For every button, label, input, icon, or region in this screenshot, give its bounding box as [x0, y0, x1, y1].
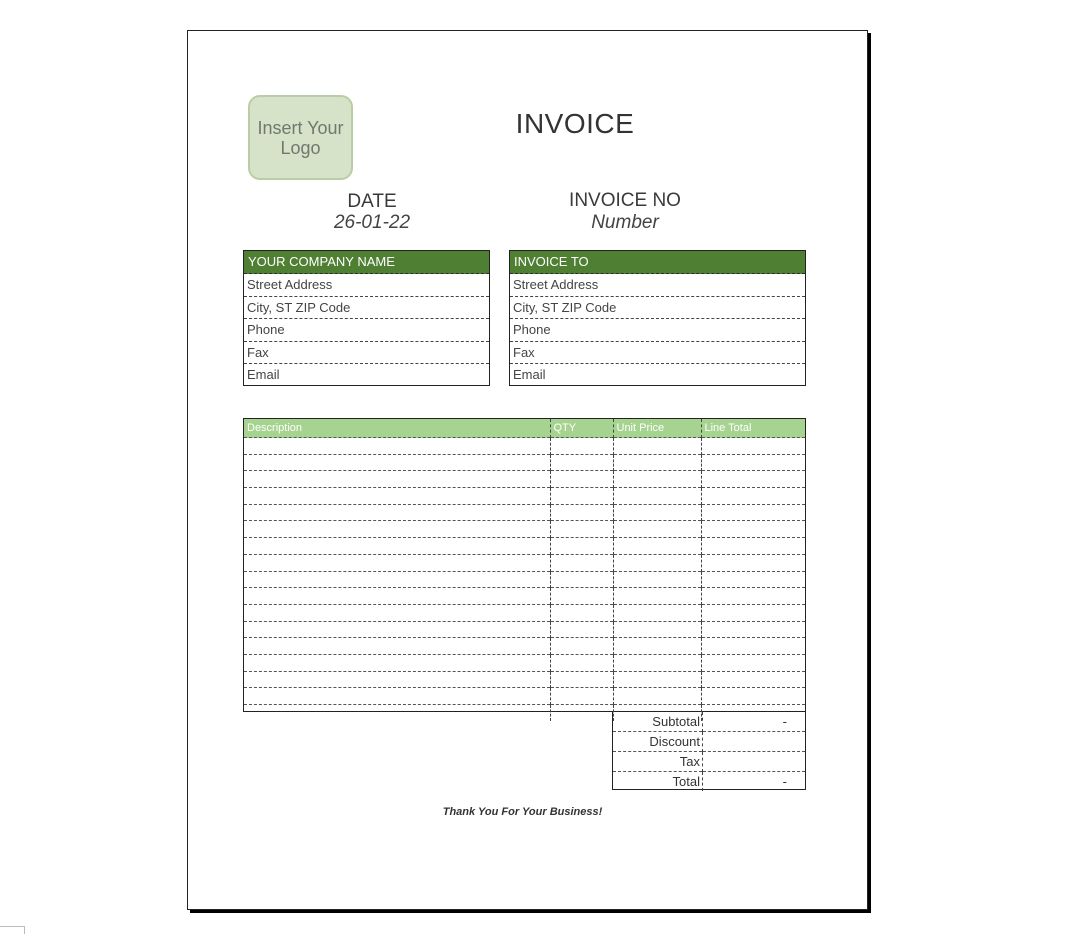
subtotal-value[interactable]: -: [782, 714, 787, 729]
unit-price-cell[interactable]: [613, 554, 701, 571]
description-cell[interactable]: [244, 504, 550, 521]
qty-cell[interactable]: [550, 504, 613, 521]
line-total-cell[interactable]: [701, 621, 805, 638]
company-fax[interactable]: Fax: [244, 342, 489, 365]
qty-cell[interactable]: [550, 554, 613, 571]
col-qty: QTY: [550, 419, 613, 438]
description-cell[interactable]: [244, 671, 550, 688]
tax-label: Tax: [613, 752, 703, 772]
table-row: [244, 654, 805, 671]
description-cell[interactable]: [244, 654, 550, 671]
table-row: [244, 488, 805, 505]
col-description: Description: [244, 419, 550, 438]
unit-price-cell[interactable]: [613, 604, 701, 621]
bill-to-fax[interactable]: Fax: [510, 342, 805, 365]
qty-cell[interactable]: [550, 638, 613, 655]
line-total-cell[interactable]: [701, 688, 805, 705]
qty-cell[interactable]: [550, 488, 613, 505]
col-unit-price: Unit Price: [613, 419, 701, 438]
table-row: [244, 454, 805, 471]
logo-placeholder[interactable]: Insert Your Logo: [248, 95, 353, 180]
unit-price-cell[interactable]: [613, 471, 701, 488]
description-cell[interactable]: [244, 638, 550, 655]
table-row: [244, 588, 805, 605]
description-cell[interactable]: [244, 705, 550, 721]
unit-price-cell[interactable]: [613, 621, 701, 638]
company-heading[interactable]: YOUR COMPANY NAME: [244, 251, 489, 274]
qty-cell[interactable]: [550, 671, 613, 688]
date-value[interactable]: 26-01-22: [333, 212, 411, 233]
description-cell[interactable]: [244, 538, 550, 555]
line-total-cell[interactable]: [701, 471, 805, 488]
qty-cell[interactable]: [550, 705, 613, 721]
invoice-no-label: INVOICE NO: [569, 190, 681, 211]
line-total-cell[interactable]: [701, 438, 805, 455]
description-cell[interactable]: [244, 621, 550, 638]
unit-price-cell[interactable]: [613, 521, 701, 538]
line-total-cell[interactable]: [701, 671, 805, 688]
description-cell[interactable]: [244, 604, 550, 621]
line-items-table: [243, 418, 806, 712]
tax-value[interactable]: [703, 752, 806, 772]
discount-value[interactable]: [703, 732, 806, 752]
line-total-cell[interactable]: [701, 571, 805, 588]
table-row: [244, 621, 805, 638]
line-total-cell[interactable]: [701, 638, 805, 655]
line-total-cell[interactable]: [701, 521, 805, 538]
line-total-cell[interactable]: [701, 488, 805, 505]
company-block: [243, 250, 490, 386]
unit-price-cell[interactable]: [613, 488, 701, 505]
line-total-cell[interactable]: [701, 454, 805, 471]
totals-block: [612, 712, 806, 790]
qty-cell[interactable]: [550, 621, 613, 638]
qty-cell[interactable]: [550, 521, 613, 538]
total-value[interactable]: -: [703, 772, 806, 792]
table-row: [244, 521, 805, 538]
line-total-cell[interactable]: [701, 654, 805, 671]
table-row: [244, 554, 805, 571]
qty-cell[interactable]: [550, 604, 613, 621]
unit-price-cell[interactable]: [613, 688, 701, 705]
unit-price-cell[interactable]: [613, 504, 701, 521]
qty-cell[interactable]: [550, 471, 613, 488]
qty-cell[interactable]: [550, 688, 613, 705]
description-cell[interactable]: [244, 571, 550, 588]
unit-price-cell[interactable]: [613, 571, 701, 588]
table-row: [244, 604, 805, 621]
company-email[interactable]: Email: [247, 367, 280, 383]
unit-price-cell[interactable]: [613, 538, 701, 555]
qty-cell[interactable]: [550, 538, 613, 555]
unit-price-cell[interactable]: [613, 654, 701, 671]
description-cell[interactable]: [244, 554, 550, 571]
line-total-cell[interactable]: [701, 604, 805, 621]
total-label: Total: [613, 772, 703, 792]
bill-to-email[interactable]: Email: [513, 367, 546, 383]
company-city[interactable]: City, ST ZIP Code: [244, 297, 489, 320]
qty-cell[interactable]: [550, 454, 613, 471]
company-street[interactable]: Street Address: [244, 274, 489, 297]
date-label: DATE: [347, 191, 397, 212]
invoice-title: INVOICE: [515, 108, 635, 139]
bill-to-street[interactable]: Street Address: [510, 274, 805, 297]
qty-cell[interactable]: [550, 654, 613, 671]
table-row: [244, 688, 805, 705]
subtotal-label: Subtotal: [613, 712, 703, 732]
table-row: [244, 538, 805, 555]
unit-price-cell[interactable]: [613, 638, 701, 655]
thank-you-note: Thank You For Your Business!: [442, 806, 603, 818]
bill-to-city[interactable]: City, ST ZIP Code: [510, 297, 805, 320]
description-cell[interactable]: [244, 471, 550, 488]
table-row: [244, 638, 805, 655]
table-row: [244, 438, 805, 455]
bill-to-heading[interactable]: INVOICE TO: [510, 251, 805, 274]
unit-price-cell[interactable]: [613, 671, 701, 688]
unit-price-cell[interactable]: [613, 454, 701, 471]
table-row: [244, 571, 805, 588]
description-cell[interactable]: [244, 454, 550, 471]
line-total-cell[interactable]: [701, 504, 805, 521]
table-row: [244, 671, 805, 688]
qty-cell[interactable]: [550, 438, 613, 455]
bill-to-phone[interactable]: Phone: [510, 319, 805, 342]
description-cell[interactable]: [244, 588, 550, 605]
qty-cell[interactable]: [550, 588, 613, 605]
bill-to-block: [509, 250, 806, 386]
line-total-cell[interactable]: [701, 588, 805, 605]
col-line-total: Line Total: [701, 419, 805, 438]
table-row: [244, 471, 805, 488]
company-phone[interactable]: Phone: [244, 319, 489, 342]
line-total-cell[interactable]: [701, 538, 805, 555]
line-total-cell[interactable]: [701, 554, 805, 571]
description-cell[interactable]: [244, 488, 550, 505]
description-cell[interactable]: [244, 688, 550, 705]
unit-price-cell[interactable]: [613, 588, 701, 605]
qty-cell[interactable]: [550, 571, 613, 588]
discount-label: Discount: [613, 732, 703, 752]
unit-price-cell[interactable]: [613, 438, 701, 455]
table-row: [244, 504, 805, 521]
invoice-no-value[interactable]: Number: [591, 212, 659, 233]
description-cell[interactable]: [244, 438, 550, 455]
description-cell[interactable]: [244, 521, 550, 538]
